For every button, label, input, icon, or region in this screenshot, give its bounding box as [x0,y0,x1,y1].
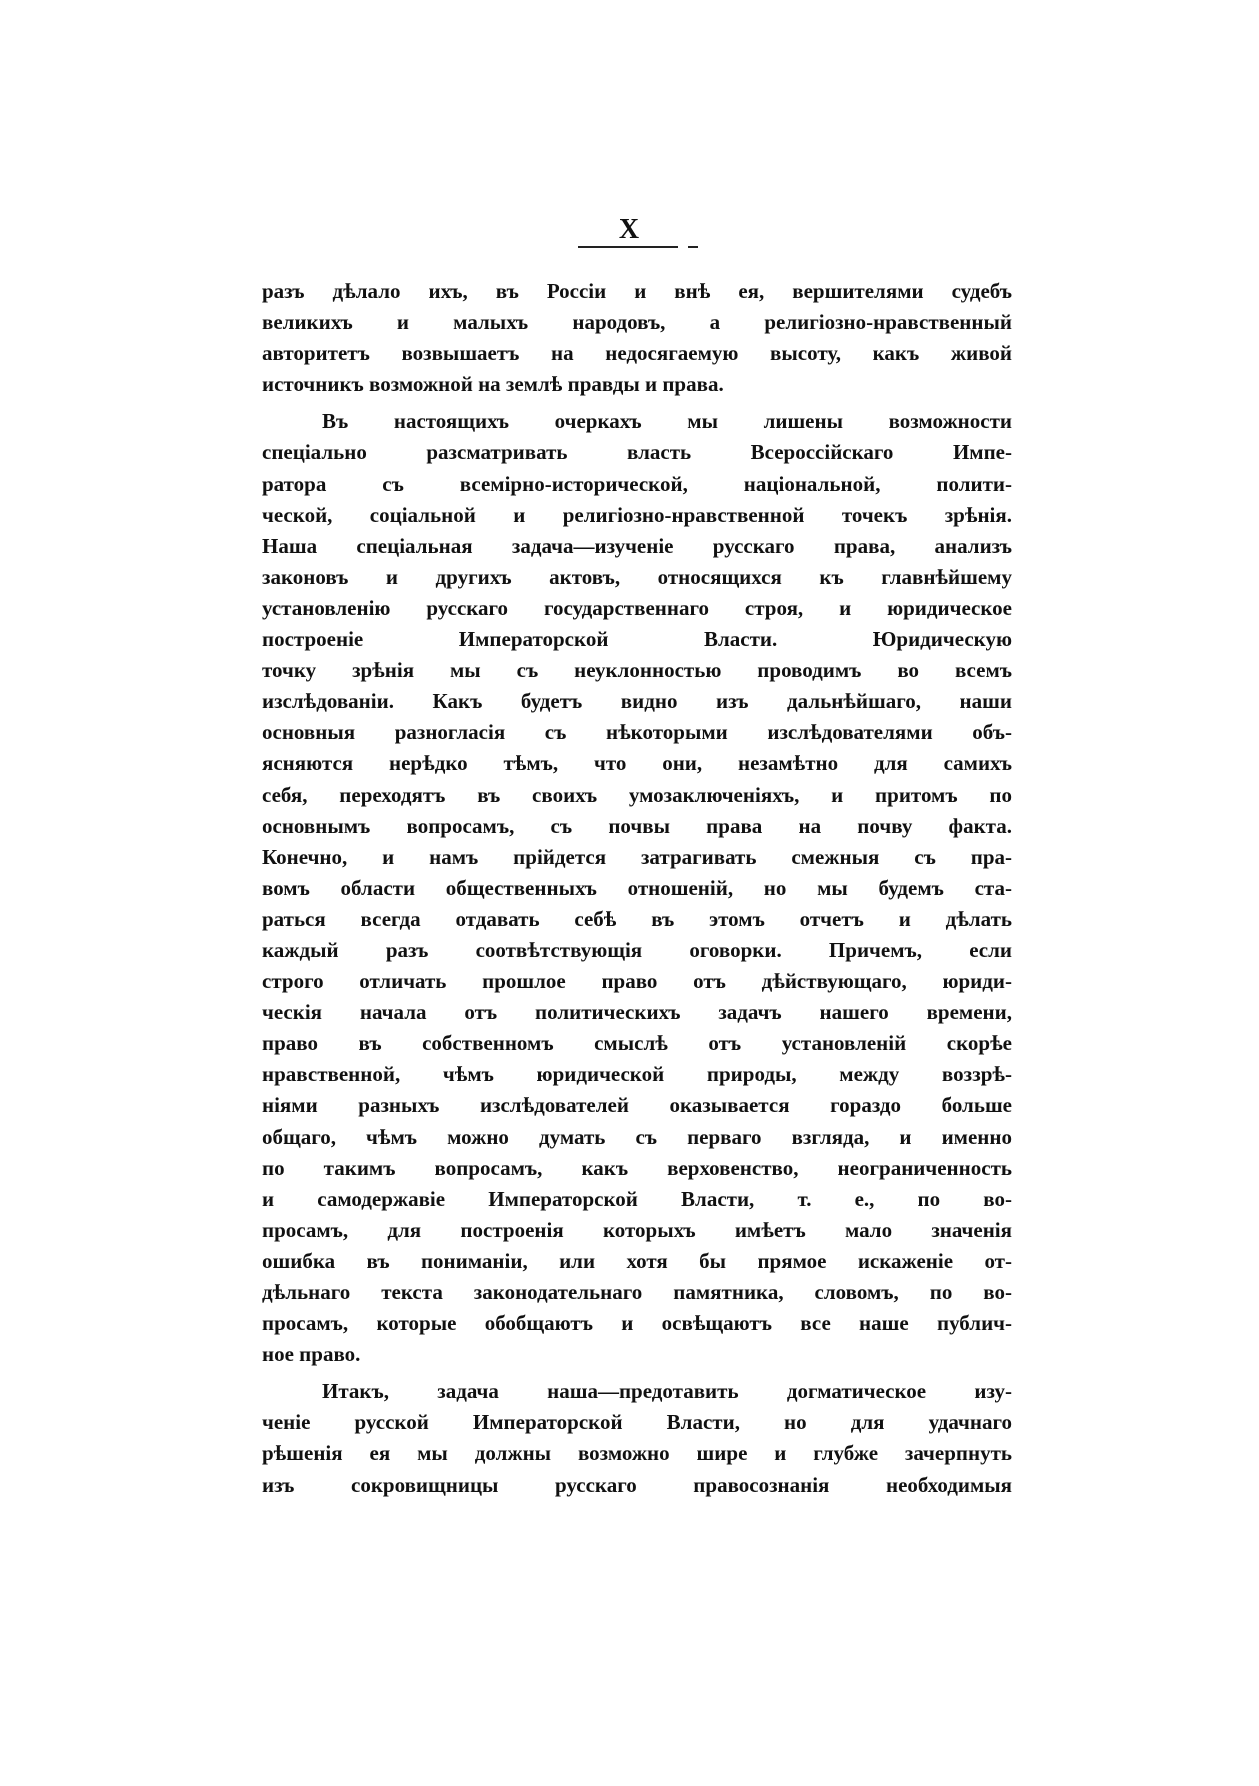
text-line: себя, переходятъ въ своихъ умозаключеніяхъ, и притомъ по [262,782,1012,807]
text-line: авторитетъ возвышаетъ на недосягаемую высоту, какъ живой [262,341,1012,366]
text-line: по такимъ вопросамъ, какъ верховенство, неограниченность [262,1155,1012,1180]
text-line: законовъ и другихъ актовъ, относящихся къ главнѣйшему [262,564,1012,589]
text-line: раться всегда отдавать себѣ въ этомъ отчетъ и дѣлать [262,906,1012,931]
text-line: дѣльнаго текста законодательнаго памятника, словомъ, по во- [262,1280,1012,1304]
text-line: вомъ области общественныхъ отношеній, но мы будемъ ста- [262,875,1012,900]
header-rule [578,246,678,248]
text-line: великихъ и малыхъ народовъ, а религіозно-нравственный [262,310,1012,335]
text-line: рѣшенія ея мы должны возможно шире и глубже зачерпнуть [262,1441,1012,1466]
text-line: Наша спеціальная задача—изученіе русскаго права, анализъ [262,533,1012,558]
text-line: установленію русскаго государственнаго строя, и юридическое [262,595,1012,620]
text-line: Итакъ, задача наша—предотавить догматическое изу- [322,1379,1012,1404]
text-line: основныя разногласія съ нѣкоторыми изслѣдователями объ- [262,720,1012,745]
text-line: источникъ возможной на землѣ правды и права. [262,372,724,397]
text-line: изслѣдованіи. Какъ будетъ видно изъ дальнѣйшаго, наши [262,689,1012,714]
text-line: просамъ, которые обобщаютъ и освѣщаютъ все наше публич- [262,1311,1012,1336]
text-line: ясняются нерѣдко тѣмъ, что они, незамѣтно для самихъ [262,751,1012,776]
text-line: общаго, чѣмъ можно думать съ перваго взгляда, и именно [262,1124,1012,1149]
text-line: Въ настоящихъ очеркахъ мы лишены возможности [322,409,1012,434]
text-line: спеціально разсматривать власть Всероссійскаго Импе- [262,440,1012,465]
text-line: строго отличать прошлое право отъ дѣйствующаго, юриди- [262,969,1012,994]
text-line: ратора съ всемірно-исторической, національной, полити- [262,471,1012,496]
paragraph [262,276,1012,400]
paragraph [262,1376,1012,1500]
text-line: ченіе русской Императорской Власти, но для удачнаго [262,1410,1012,1435]
text-line: нравственной, чѣмъ юридической природы, между воззрѣ- [262,1062,1012,1087]
text-line: просамъ, для построенія которыхъ имѣетъ мало значенія [262,1217,1012,1242]
text-line: право въ собственномъ смыслѣ отъ установленій скорѣе [262,1031,1012,1056]
text-line: ческой, соціальной и религіозно-нравственной точекъ зрѣнія. [262,502,1012,527]
paragraph [262,406,1012,1370]
text-line: ошибка въ пониманіи, или хотя бы прямое искаженіе от- [262,1248,1012,1273]
text-line: изъ сокровищницы русскаго правосознанія необходимыя [262,1472,1012,1497]
body-text [262,276,1012,1501]
text-line: основнымъ вопросамъ, съ почвы права на почву факта. [262,813,1012,838]
header-rule-dash [688,246,698,248]
text-line: точку зрѣнія мы съ неуклонностью проводимъ во всемъ [262,658,1012,683]
text-line: и самодержавіе Императорской Власти, т. е., по во- [262,1186,1012,1211]
page-number: X [618,214,641,245]
text-line: ческія начала отъ политическихъ задачъ нашего времени, [262,1000,1012,1025]
page-header [0,212,1259,248]
text-line: разъ дѣлало ихъ, въ Россіи и внѣ ея, вершителями судебъ [262,279,1012,303]
text-line: каждый разъ соотвѣтствующія оговорки. Причемъ, если [262,937,1012,962]
text-line: ніями разныхъ изслѣдователей оказывается гораздо больше [262,1093,1012,1118]
text-line: ное право. [262,1342,361,1367]
text-line: Конечно, и намъ прійдется затрагивать смежныя съ пра- [262,844,1012,869]
text-line: построеніе Императорской Власти. Юридическую [262,627,1012,652]
